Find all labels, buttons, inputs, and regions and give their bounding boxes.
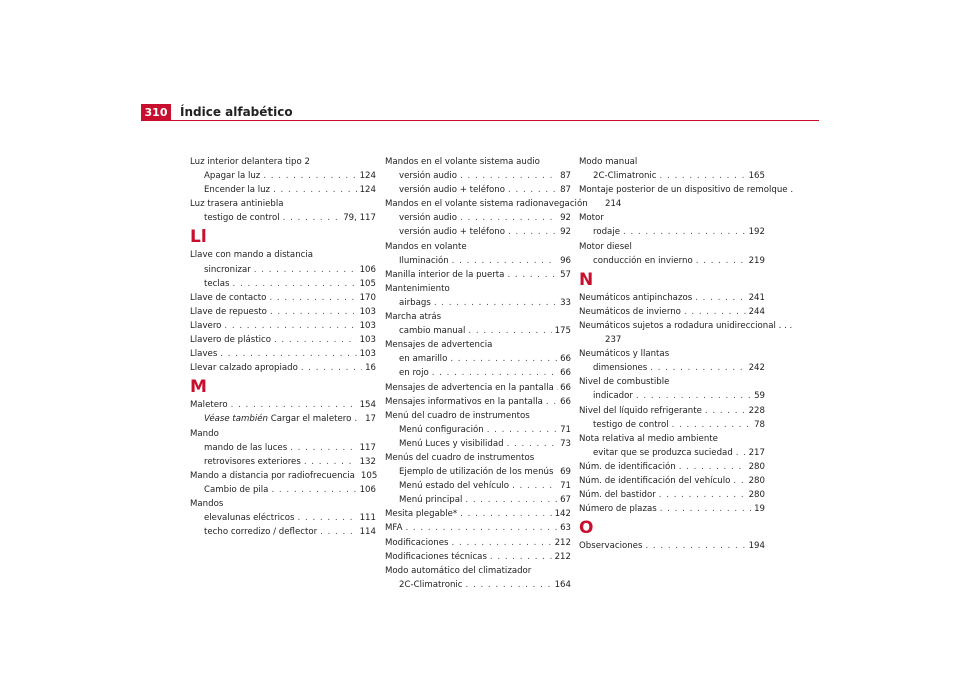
index-entry[interactable]: rodaje . . . 192 — [579, 225, 765, 239]
index-heading: Nota relativa al medio ambiente — [579, 433, 718, 444]
index-heading: Modo manual — [579, 157, 638, 167]
index-entry[interactable]: versión audio . . . 87 — [385, 169, 571, 183]
index-entry[interactable]: en amarillo . . . 66 — [385, 352, 571, 366]
index-entry[interactable]: versión audio + teléfono . . . 87 — [385, 183, 571, 197]
index-heading: Modo automático del climatizador — [385, 565, 532, 576]
section-letter: O — [579, 518, 594, 539]
index-entry[interactable]: Observaciones . . . 194 — [579, 539, 765, 553]
section-letter: N — [579, 269, 594, 290]
index-entry[interactable]: testigo de control . . . 78 — [579, 418, 765, 432]
index-entry[interactable]: Mensajes de advertencia en la pantalla . . . 66 — [385, 381, 571, 395]
index-page-ref[interactable]: 237 — [605, 335, 622, 346]
index-column-1 — [190, 155, 376, 539]
page-number: 310 — [141, 104, 171, 121]
index-entry[interactable]: Mensajes informativos en la pantalla . . . 66 — [385, 395, 571, 409]
index-entry[interactable]: Núm. de identificación . . . 280 — [579, 460, 765, 474]
index-entry[interactable]: Llaves . . . 103 — [190, 347, 376, 361]
index-entry[interactable]: dimensiones . . . 242 — [579, 361, 765, 375]
index-entry[interactable]: Núm. del bastidor . . . 280 — [579, 488, 765, 502]
index-heading: Mensajes de advertencia — [385, 340, 493, 351]
index-entry[interactable]: cambio manual . . . 175 — [385, 324, 571, 338]
index-entry[interactable]: Mesita plegable* . . . 142 — [385, 507, 571, 521]
index-entry[interactable]: evitar que se produzca suciedad . . . 217 — [579, 446, 765, 460]
index-entry[interactable]: Menú configuración . . . 71 — [385, 423, 571, 437]
index-entry[interactable]: conducción en invierno . . . 219 — [579, 254, 765, 268]
index-heading: Mantenimiento — [385, 283, 450, 294]
index-entry[interactable]: retrovisores exteriores . . . 132 — [190, 455, 376, 469]
index-entry[interactable]: indicador . . . 59 — [579, 389, 765, 403]
index-entry[interactable]: Llevar calzado apropiado . . . 16 — [190, 361, 376, 375]
index-entry-wrapped[interactable]: Neumáticos sujetos a rodadura unidireccional . . . — [579, 320, 793, 331]
index-entry-see-also[interactable]: Véase también Cargar el maletero . . . 17 — [190, 412, 376, 426]
index-entry[interactable]: versión audio . . . 92 — [385, 211, 571, 225]
index-entry[interactable]: Neumáticos antipinchazos . . . 241 — [579, 291, 765, 305]
index-heading: Menús del cuadro de instrumentos — [385, 452, 535, 463]
index-entry[interactable]: testigo de control . . . 79, 117 — [190, 211, 376, 225]
index-entry[interactable]: en rojo . . . 66 — [385, 366, 571, 380]
index-heading: Nivel de combustible — [579, 377, 670, 388]
index-entry[interactable]: versión audio + teléfono . . . 92 — [385, 225, 571, 239]
index-entry[interactable]: 2C-Climatronic . . . 164 — [385, 578, 571, 592]
index-heading: Mando — [190, 428, 219, 439]
header-divider — [141, 120, 819, 121]
index-entry[interactable]: Núm. de identificación del vehículo . . . 280 — [579, 474, 765, 488]
index-entry[interactable]: Manilla interior de la puerta . . . 57 — [385, 268, 571, 282]
index-entry[interactable]: techo corredizo / deflector . . . 114 — [190, 525, 376, 539]
index-entry[interactable]: Llave de contacto . . . 170 — [190, 291, 376, 305]
section-letter: Ll — [190, 227, 207, 248]
index-entry[interactable]: Nivel del líquido refrigerante . . . 228 — [579, 404, 765, 418]
index-entry[interactable]: Llavero de plástico . . . 103 — [190, 333, 376, 347]
index-entry[interactable]: Neumáticos de invierno . . . 244 — [579, 305, 765, 319]
index-entry-wrapped[interactable]: Montaje posterior de un dispositivo de remolque . — [579, 185, 794, 196]
index-entry[interactable]: MFA . . . 63 — [385, 521, 571, 535]
index-entry[interactable]: Modificaciones técnicas . . . 212 — [385, 550, 571, 564]
index-heading: Luz interior delantera tipo 2 — [190, 157, 310, 167]
index-column-3 — [579, 155, 794, 553]
index-entry[interactable]: Maletero . . . 154 — [190, 398, 376, 412]
index-entry[interactable]: Llavero . . . 103 — [190, 319, 376, 333]
index-entry[interactable]: Llave de repuesto . . . 103 — [190, 305, 376, 319]
index-heading: Menú del cuadro de instrumentos — [385, 410, 530, 421]
index-entry[interactable]: Menú estado del vehículo . . . 71 — [385, 479, 571, 493]
index-entry[interactable]: airbags . . . 33 — [385, 296, 571, 310]
index-entry[interactable]: Cambio de pila . . . 106 — [190, 483, 376, 497]
index-heading: Marcha atrás — [385, 312, 442, 323]
index-entry[interactable]: mando de las luces . . . 117 — [190, 441, 376, 455]
index-entry[interactable]: Menú Luces y visibilidad . . . 73 — [385, 437, 571, 451]
index-entry[interactable]: Menú principal . . . 67 — [385, 493, 571, 507]
index-entry[interactable]: Encender la luz . . . 124 — [190, 183, 376, 197]
index-heading: Mandos en el volante sistema audio — [385, 157, 540, 167]
index-heading: Llave con mando a distancia — [190, 250, 314, 261]
index-heading: Mandos en el volante sistema radionavegación — [385, 199, 588, 210]
index-heading: Luz trasera antiniebla — [190, 199, 284, 210]
index-heading: Neumáticos y llantas — [579, 349, 670, 360]
index-column-2 — [385, 155, 588, 592]
index-entry[interactable]: sincronizar . . . 106 — [190, 263, 376, 277]
section-letter: M — [190, 377, 207, 398]
index-heading: Mandos — [190, 498, 224, 509]
see-also-label: Véase también — [204, 414, 269, 425]
index-entry[interactable]: Modificaciones . . . 212 — [385, 536, 571, 550]
page-title: Índice alfabético — [180, 105, 293, 119]
index-entry[interactable]: elevalunas eléctricos . . . 111 — [190, 511, 376, 525]
index-entry[interactable]: Mando a distancia por radiofrecuencia 105 — [190, 470, 378, 481]
index-page-ref[interactable]: 214 — [605, 199, 622, 210]
index-entry[interactable]: 2C-Climatronic . . . 165 — [579, 169, 765, 183]
index-heading: Motor diesel — [579, 241, 632, 252]
index-entry[interactable]: Apagar la luz . . . 124 — [190, 169, 376, 183]
index-heading: Motor — [579, 213, 604, 224]
index-entry[interactable]: teclas . . . 105 — [190, 277, 376, 291]
index-entry[interactable]: Iluminación . . . 96 — [385, 254, 571, 268]
index-entry[interactable]: Número de plazas . . . 19 — [579, 502, 765, 516]
index-heading: Mandos en volante — [385, 241, 467, 252]
index-entry[interactable]: Ejemplo de utilización de los menús . . . 69 — [385, 465, 571, 479]
